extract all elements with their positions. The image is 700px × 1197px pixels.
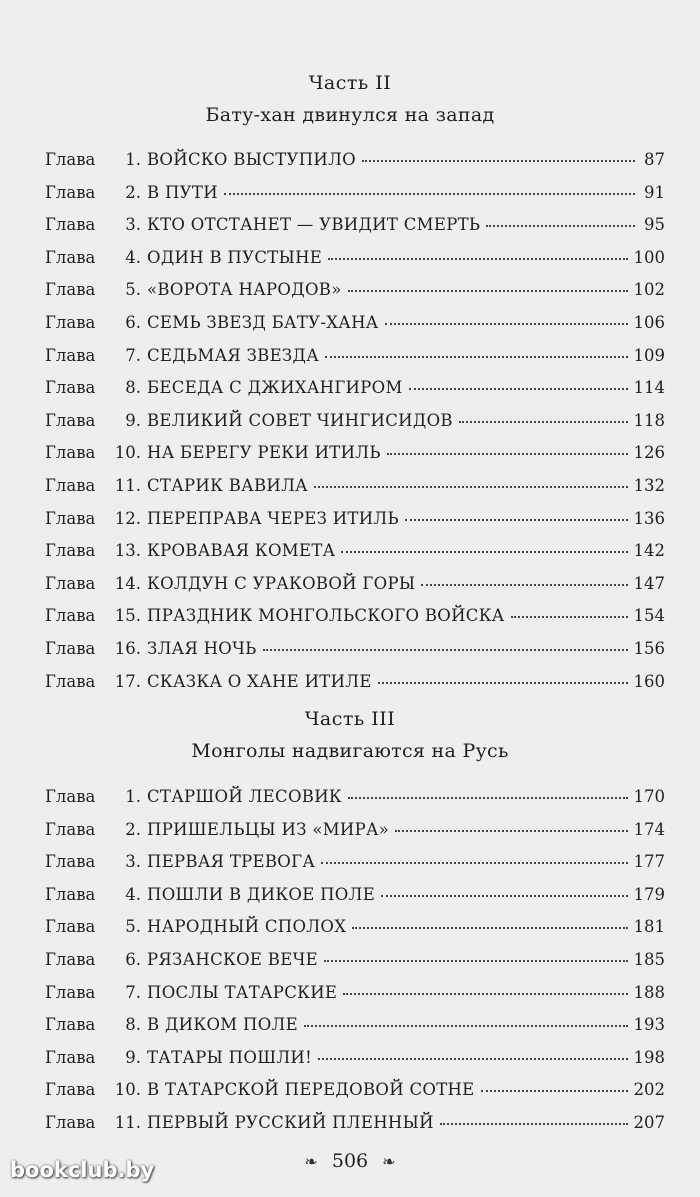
- chapter-word: Глава: [45, 443, 96, 463]
- chapter-number: 1.: [125, 150, 141, 169]
- toc-entry: [45, 509, 665, 542]
- toc-entry: [45, 574, 665, 607]
- chapter-title: КОЛДУН С УРАКОВОЙ ГОРЫ: [147, 573, 416, 593]
- toc-entry: [45, 1048, 665, 1081]
- chapter-word: Глава: [45, 280, 96, 300]
- chapter-title: БЕСЕДА С ДЖИХАНГИРОМ: [147, 378, 403, 398]
- toc-entry: [45, 820, 665, 853]
- dot-leader: [362, 159, 635, 162]
- dot-leader: [328, 257, 627, 260]
- dot-leader: [440, 1122, 628, 1125]
- page-ref: 100: [633, 247, 665, 267]
- chapter-word: Глава: [45, 573, 96, 593]
- chapter-word: Глава: [45, 982, 96, 1002]
- chapter-title: РЯЗАНСКОЕ ВЕЧЕ: [147, 949, 318, 969]
- chapter-word: Глава: [45, 606, 96, 626]
- chapter-number: 8.: [125, 1015, 141, 1035]
- chapter-number: 7.: [125, 345, 141, 365]
- chapter-number: 1.: [125, 787, 141, 806]
- chapter-word: Глава: [45, 671, 96, 691]
- page-ref: 142: [633, 541, 665, 561]
- chapter-number: 13.: [114, 541, 141, 561]
- part-3-label: Часть III: [304, 708, 396, 730]
- dot-leader: [343, 992, 627, 995]
- chapter-number: 4.: [125, 884, 141, 904]
- dot-leader: [263, 648, 628, 651]
- toc-entry: [45, 411, 665, 444]
- toc-entry: [45, 443, 665, 476]
- page-ref: 185: [633, 949, 665, 969]
- page-ref: 91: [644, 182, 665, 202]
- chapter-number: 10.: [114, 443, 141, 463]
- chapter-word: Глава: [45, 215, 96, 235]
- page-ref: 147: [633, 573, 665, 593]
- chapter-number: 16.: [114, 638, 141, 658]
- chapter-number: 11.: [114, 475, 141, 495]
- toc-entry: [45, 983, 665, 1016]
- toc-entry: [45, 852, 665, 885]
- dot-leader: [341, 550, 627, 553]
- dot-leader: [381, 894, 627, 897]
- chapter-title: ПРАЗДНИК МОНГОЛЬСКОГО ВОЙСКА: [147, 606, 505, 626]
- chapter-word: Глава: [45, 1112, 96, 1132]
- chapter-number: 3.: [125, 215, 141, 235]
- chapter-title: ВЕЛИКИЙ СОВЕТ ЧИНГИСИДОВ: [147, 410, 453, 430]
- chapter-number: 6.: [125, 312, 141, 332]
- chapter-word: Глава: [45, 378, 96, 398]
- toc-entry: [45, 346, 665, 379]
- page-ref: 193: [633, 1015, 665, 1035]
- page-ref: 118: [633, 410, 665, 430]
- dot-leader: [481, 1089, 628, 1092]
- chapter-title: СЕДЬМАЯ ЗВЕЗДА: [147, 345, 320, 365]
- chapter-word: Глава: [45, 508, 96, 528]
- dot-leader: [324, 959, 628, 962]
- chapter-word: Глава: [45, 312, 96, 332]
- chapter-number: 5.: [125, 280, 141, 300]
- toc-entry: [45, 248, 665, 281]
- page-ref: 136: [633, 508, 665, 528]
- toc-entry: [45, 639, 665, 672]
- chapter-title: ТАТАРЫ ПОШЛИ!: [147, 1047, 313, 1067]
- toc-entry: [45, 183, 665, 216]
- chapter-number: 8.: [125, 378, 141, 398]
- page-number: 506: [331, 1150, 369, 1172]
- chapter-number: 10.: [114, 1080, 141, 1100]
- chapter-word: Глава: [45, 638, 96, 658]
- toc-entry: [45, 378, 665, 411]
- toc-entry: [45, 1080, 665, 1113]
- part-2-toc: [45, 150, 665, 704]
- chapter-title: СТАРИК ВАВИЛА: [147, 475, 308, 495]
- dot-leader: [314, 485, 628, 488]
- toc-entry: [45, 280, 665, 313]
- chapter-title: ПЕРЕПРАВА ЧЕРЕЗ ИТИЛЬ: [147, 508, 399, 528]
- dot-leader: [511, 615, 628, 618]
- page-ref: 114: [633, 378, 665, 398]
- chapter-title: ПЕРВЫЙ РУССКИЙ ПЛЕННЫЙ: [147, 1112, 434, 1132]
- chapter-title: НАРОДНЫЙ СПОЛОХ: [147, 917, 347, 937]
- dot-leader: [378, 681, 628, 684]
- toc-entry: [45, 1113, 665, 1146]
- dot-leader: [348, 289, 628, 292]
- chapter-title: ПЕРВАЯ ТРЕВОГА: [147, 852, 316, 872]
- toc-entry: [45, 476, 665, 509]
- chapter-word: Глава: [45, 819, 96, 839]
- part-3-title: Монголы надвигаются на Русь: [191, 740, 509, 762]
- chapter-title: ОДИН В ПУСТЫНЕ: [147, 247, 323, 267]
- page-ref: 87: [644, 150, 665, 169]
- toc-entry: [45, 917, 665, 950]
- chapter-number: 11.: [114, 1112, 141, 1132]
- page-ref: 207: [633, 1112, 665, 1132]
- chapter-title: В ДИКОМ ПОЛЕ: [147, 1015, 298, 1035]
- chapter-title: ПРИШЕЛЬЦЫ ИЗ «МИРА»: [147, 819, 390, 839]
- toc-entry: [45, 541, 665, 574]
- chapter-title: В ПУТИ: [147, 182, 218, 202]
- page-ref: 170: [633, 787, 665, 806]
- chapter-title: «ВОРОТА НАРОДОВ»: [147, 280, 342, 300]
- chapter-word: Глава: [45, 247, 96, 267]
- watermark: bookclub.by: [10, 1158, 155, 1182]
- dot-leader: [224, 192, 635, 195]
- page-ref: 154: [633, 606, 665, 626]
- dot-leader: [348, 796, 628, 799]
- chapter-title: СКАЗКА О ХАНЕ ИТИЛЕ: [147, 671, 372, 691]
- chapter-word: Глава: [45, 1015, 96, 1035]
- dot-leader: [459, 420, 628, 423]
- page-ref: 177: [633, 852, 665, 872]
- dot-leader: [321, 861, 627, 864]
- toc-entry: [45, 1015, 665, 1048]
- chapter-number: 12.: [114, 508, 141, 528]
- chapter-number: 9.: [125, 1047, 141, 1067]
- chapter-number: 6.: [125, 949, 141, 969]
- page-ref: 109: [633, 345, 665, 365]
- chapter-number: 9.: [125, 410, 141, 430]
- chapter-title: КРОВАВАЯ КОМЕТА: [147, 541, 336, 561]
- chapter-title: ПОШЛИ В ДИКОЕ ПОЛЕ: [147, 884, 376, 904]
- chapter-word: Глава: [45, 852, 96, 872]
- part-2-header: [0, 72, 700, 126]
- toc-entry: [45, 215, 665, 248]
- page-ref: 188: [633, 982, 665, 1002]
- chapter-number: 3.: [125, 852, 141, 872]
- dot-leader: [352, 926, 627, 929]
- chapter-word: Глава: [45, 410, 96, 430]
- page-ref: 132: [633, 475, 665, 495]
- toc-entry: [45, 606, 665, 639]
- chapter-word: Глава: [45, 884, 96, 904]
- page-ref: 174: [633, 819, 665, 839]
- dot-leader: [387, 452, 628, 455]
- part-2-title: Бату-хан двинулся на запад: [205, 104, 495, 126]
- toc-entry: [45, 885, 665, 918]
- page-ref: 198: [633, 1047, 665, 1067]
- chapter-number: 15.: [114, 606, 141, 626]
- chapter-title: В ТАТАРСКОЙ ПЕРЕДОВОЙ СОТНЕ: [147, 1080, 475, 1100]
- chapter-title: НА БЕРЕГУ РЕКИ ИТИЛЬ: [147, 443, 381, 463]
- toc-entry: [45, 787, 665, 820]
- dot-leader: [486, 224, 635, 227]
- page-ref: 102: [633, 280, 665, 300]
- chapter-number: 2.: [125, 819, 141, 839]
- ornament-right-icon: ❧: [382, 1152, 396, 1171]
- page-ref: 126: [633, 443, 665, 463]
- part-3-header: [0, 708, 700, 762]
- dot-leader: [395, 829, 627, 832]
- chapter-number: 4.: [125, 247, 141, 267]
- chapter-title: ПОСЛЫ ТАТАРСКИЕ: [147, 982, 338, 1002]
- page-ref: 106: [633, 312, 665, 332]
- page-ref: 160: [633, 671, 665, 691]
- page-ref: 179: [633, 884, 665, 904]
- page-ref: 156: [633, 638, 665, 658]
- chapter-number: 17.: [114, 671, 141, 691]
- chapter-word: Глава: [45, 541, 96, 561]
- chapter-number: 14.: [114, 573, 141, 593]
- chapter-word: Глава: [45, 787, 96, 806]
- chapter-title: ЗЛАЯ НОЧЬ: [147, 638, 257, 658]
- chapter-word: Глава: [45, 475, 96, 495]
- dot-leader: [318, 1057, 627, 1060]
- page-ref: 202: [633, 1080, 665, 1100]
- chapter-title: СТАРШОЙ ЛЕСОВИК: [147, 787, 342, 806]
- part-2-label: Часть II: [308, 72, 392, 94]
- chapter-word: Глава: [45, 182, 96, 202]
- dot-leader: [385, 322, 628, 325]
- toc-entry: [45, 150, 665, 183]
- chapter-word: Глава: [45, 1047, 96, 1067]
- dot-leader: [409, 387, 628, 390]
- toc-entry: [45, 672, 665, 705]
- page-ref: 95: [644, 215, 665, 235]
- dot-leader: [421, 583, 627, 586]
- chapter-word: Глава: [45, 345, 96, 365]
- toc-entry: [45, 950, 665, 983]
- chapter-word: Глава: [45, 949, 96, 969]
- dot-leader: [325, 355, 627, 358]
- chapter-word: Глава: [45, 1080, 96, 1100]
- chapter-number: 5.: [125, 917, 141, 937]
- chapter-title: ВОЙСКО ВЫСТУПИЛО: [147, 150, 356, 169]
- chapter-number: 2.: [125, 182, 141, 202]
- toc-entry: [45, 313, 665, 346]
- chapter-title: СЕМЬ ЗВЕЗД БАТУ-ХАНА: [147, 312, 379, 332]
- chapter-title: КТО ОТСТАНЕТ — УВИДИТ СМЕРТЬ: [147, 215, 481, 235]
- dot-leader: [304, 1024, 628, 1027]
- ornament-left-icon: ❧: [304, 1152, 318, 1171]
- page-ref: 181: [633, 917, 665, 937]
- chapter-word: Глава: [45, 150, 96, 169]
- chapter-number: 7.: [125, 982, 141, 1002]
- part-3-toc: [45, 787, 665, 1146]
- dot-leader: [405, 518, 628, 521]
- chapter-word: Глава: [45, 917, 96, 937]
